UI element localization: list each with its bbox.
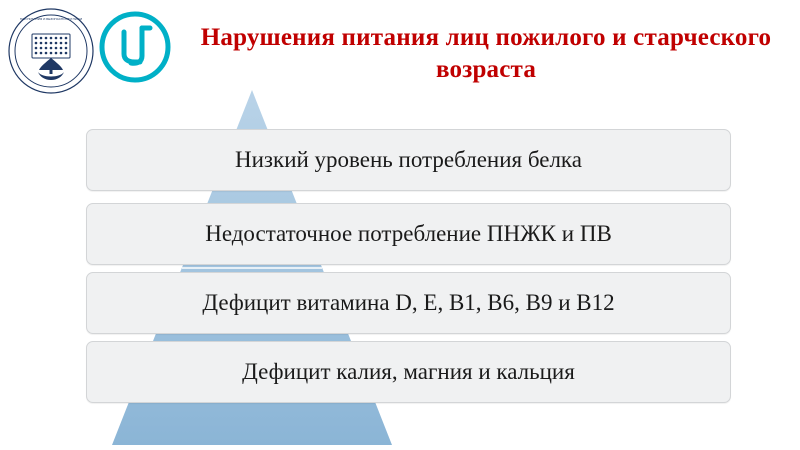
list-item: [86, 341, 731, 403]
list-item-label: Дефицит витамина D, E, В1, В6, В9 и В12: [202, 290, 615, 315]
slide-title: Нарушения питания лиц пожилого и старческого возраста: [200, 24, 772, 83]
list-item-label: Недостаточное потребление ПНЖК и ПВ: [205, 221, 612, 246]
cl-monogram-emblem-icon: [98, 10, 172, 84]
svg-text:НИИ ПИТАНИЯ И БЕЗОПАСНОСТИ ПИЩ: НИИ ПИТАНИЯ И БЕЗОПАСНОСТИ ПИЩИ: [19, 17, 83, 21]
list-item: [86, 203, 731, 265]
list-item: [86, 272, 731, 334]
nii-nutrition-emblem-icon: [8, 8, 94, 94]
list-item-label: Низкий уровень потребления белка: [235, 147, 582, 172]
list-item-label: Дефицит калия, магния и кальция: [242, 359, 575, 384]
list-item: [86, 129, 731, 191]
